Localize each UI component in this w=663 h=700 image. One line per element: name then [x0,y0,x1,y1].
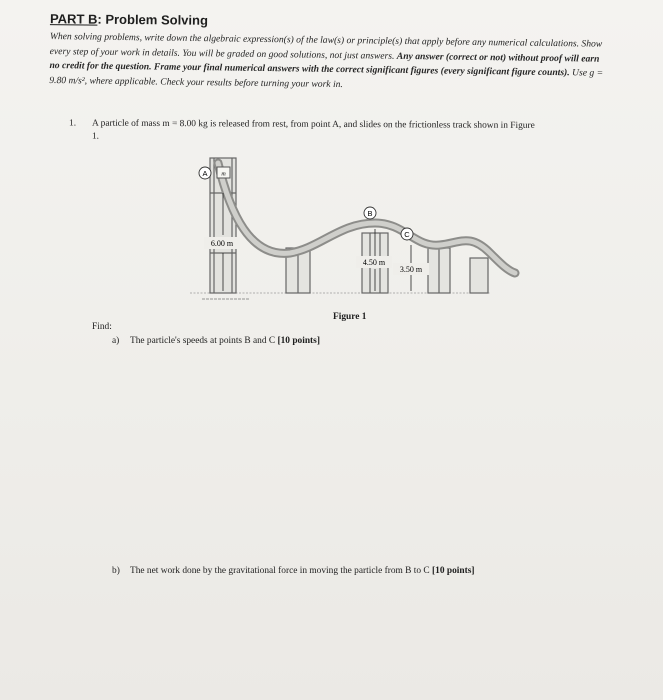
section-heading [50,11,208,28]
part-b-points: [10 points] [432,566,475,576]
figure-caption: Figure 1 [333,312,367,322]
question-number: 1. [69,118,77,129]
instructions-gravity-note: Use g = 9.80 m/s², where applicable. Check your results before turning your work in. [49,67,604,90]
height-c-label: 3.50 m [399,265,423,274]
part-b [112,566,474,576]
tower-end [470,258,488,293]
section-part-label: PART B [49,11,98,27]
instructions-text: When solving problems, write down the algebraic expression(s) of the law(s) or principle(s) that apply before any numerical calculations. Show every step of your work in details. You will be graded on good solutions, not just answers. [49,30,603,62]
instructions-warning: Any answer (correct or not) without proof will earn no credit for the question. Frame your final numerical answers with the correct significant figures (every significant figure counts). [49,50,600,79]
height-a-label: 6.00 m [210,239,234,248]
part-a-text: The particle's speeds at points B and C [130,336,276,346]
point-c-label: C [404,230,410,239]
instructions-paragraph [49,30,606,96]
part-b-text: The net work done by the gravitational force in moving the particle from B to C [130,566,430,576]
part-b-letter: b) [112,566,120,576]
section-title: : Problem Solving [97,11,209,28]
part-a-letter: a) [112,336,120,346]
question-text: A particle of mass m = 8.00 kg is released from rest, from point A, and slides on the frictionless track shown in Figure [92,118,535,131]
part-a [112,336,320,346]
question-1 [69,118,612,147]
track-figure [190,153,520,313]
height-b-label: 4.50 m [362,258,386,267]
part-a-points: [10 points] [277,336,320,346]
point-b-label: B [367,209,373,218]
point-a-label: A [202,169,208,178]
question-text-cont: 1. [91,131,100,142]
mass-label: m [221,171,226,178]
find-label: Find: [92,322,112,332]
